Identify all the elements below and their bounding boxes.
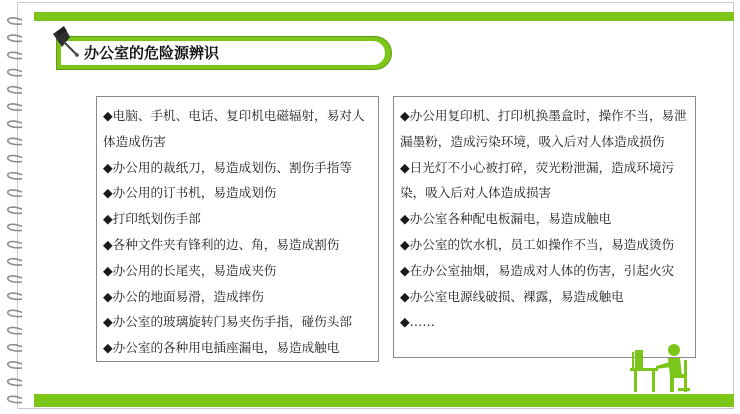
pushpin-icon	[44, 22, 84, 62]
spiral-ring	[8, 70, 22, 76]
spiral-ring	[8, 345, 22, 351]
spiral-ring	[8, 328, 22, 334]
spiral-ring	[8, 396, 22, 402]
list-item: ◆日光灯不小心被打碎，荧光粉泄漏，造成环境污染，吸入后对人体造成损害	[400, 159, 675, 201]
list-item: ◆办公室的玻璃旋转门易夹伤手指，碰伤头部	[103, 314, 352, 330]
spiral-ring	[8, 224, 22, 230]
spiral-ring	[8, 190, 22, 196]
list-item: ◆办公的地面易滑，造成摔伤	[103, 288, 264, 304]
list-item: ◆……	[400, 314, 435, 330]
spiral-ring	[8, 173, 22, 179]
bottom-accent-band	[34, 394, 734, 407]
spiral-ring	[8, 379, 22, 385]
spiral-ring	[8, 242, 22, 248]
list-item: ◆办公室的饮水机，员工如操作不当，易造成烫伤	[400, 236, 675, 252]
spiral-ring	[8, 293, 22, 299]
list-item: ◆各种文件夹有锋利的边、角，易造成割伤	[103, 236, 340, 252]
list-item: ◆办公用的裁纸刀，易造成划伤、割伤手指等	[103, 159, 352, 175]
spiral-binding-icon	[0, 0, 34, 414]
office-worker-icon	[628, 338, 692, 394]
list-item: ◆电脑、手机、电话、复印机电磁辐射，易对人体造成伤害	[103, 108, 365, 149]
spiral-ring	[8, 138, 22, 144]
list-item: ◆打印纸划伤手部	[103, 211, 201, 227]
spiral-ring	[8, 310, 22, 316]
top-accent-band	[34, 12, 734, 21]
spiral-ring	[8, 276, 22, 282]
list-item: ◆办公室各种配电板漏电，易造成触电	[400, 211, 612, 227]
spiral-ring	[8, 18, 22, 24]
list-item: ◆办公室的各种用电插座漏电，易造成触电	[103, 340, 340, 356]
spiral-ring	[8, 207, 22, 213]
list-item: ◆在办公室抽烟，易造成对人体的伤害，引起火灾	[400, 262, 675, 278]
left-hazard-panel	[96, 96, 379, 362]
page-title: 办公室的危险源辨识	[84, 44, 220, 62]
right-hazard-panel	[393, 96, 696, 358]
spiral-ring	[8, 35, 22, 41]
spiral-ring	[8, 121, 22, 127]
spiral-ring	[8, 87, 22, 93]
spiral-ring	[8, 259, 22, 265]
spiral-ring	[8, 104, 22, 110]
spiral-ring	[8, 156, 22, 162]
list-item: ◆办公用的订书机，易造成划伤	[103, 185, 277, 201]
list-item: ◆办公室电源线破损、裸露，易造成触电	[400, 288, 624, 304]
spiral-ring	[8, 362, 22, 368]
list-item: ◆办公用的长尾夹，易造成夹伤	[103, 262, 277, 278]
spiral-ring	[8, 52, 22, 58]
list-item: ◆办公用复印机、打印机换墨盒时，操作不当，易泄漏墨粉，造成污染环境，吸入后对人体造成损伤	[400, 108, 687, 149]
